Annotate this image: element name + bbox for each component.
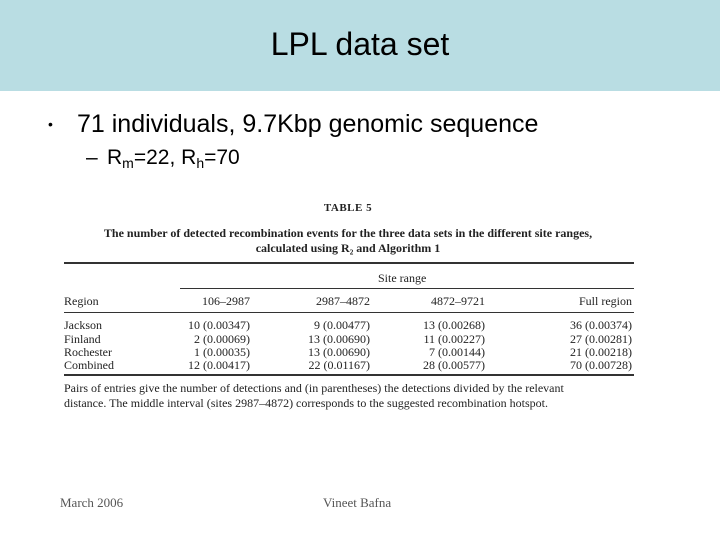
table-row-label: Combined bbox=[64, 358, 114, 372]
table-header-cell: Full region bbox=[579, 294, 632, 308]
table-row-label: Rochester bbox=[64, 345, 112, 359]
sub-bullet-text bbox=[107, 146, 240, 171]
table-cell: 28 (0.00577) bbox=[423, 358, 485, 372]
rh-symbol: R bbox=[181, 146, 197, 169]
table-cell: 9 (0.00477) bbox=[314, 318, 370, 332]
table-bottom-rule bbox=[64, 374, 634, 376]
table-cell: 2 (0.00069) bbox=[194, 332, 250, 346]
table-cell: 12 (0.00417) bbox=[188, 358, 250, 372]
table-top-rule bbox=[64, 262, 634, 264]
footer-author: Vineet Bafna bbox=[323, 495, 392, 510]
bullet-icon: • bbox=[48, 116, 53, 132]
slide-title: LPL data set bbox=[270, 26, 450, 62]
rm-symbol: R bbox=[107, 146, 123, 169]
table-label: TABLE 5 bbox=[323, 202, 373, 214]
rm-subscript: m bbox=[122, 155, 134, 171]
table-caption-line-1: The number of detected recombination events for the three data sets in the different site ranges, bbox=[103, 226, 593, 240]
table-header-cell: 2987–4872 bbox=[316, 294, 370, 308]
bullet-text: 71 individuals, 9.7Kbp genomic sequence bbox=[77, 110, 539, 138]
table-cell: 10 (0.00347) bbox=[188, 318, 250, 332]
table-cell: 13 (0.00690) bbox=[308, 345, 370, 359]
site-range-header: Site range bbox=[378, 271, 427, 285]
table-row-label: Finland bbox=[64, 332, 101, 346]
table-cell: 22 (0.01167) bbox=[308, 358, 370, 372]
sub-bullet-dash: – bbox=[86, 146, 98, 169]
table-cell: 21 (0.00218) bbox=[570, 345, 632, 359]
table-cell: 70 (0.00728) bbox=[570, 358, 632, 372]
recombination-table-image bbox=[60, 202, 636, 412]
table-cell: 7 (0.00144) bbox=[429, 345, 485, 359]
table-note-line-1: Pairs of entries give the number of detections and (in parentheses) the detections divided by the relevant bbox=[64, 381, 564, 395]
rh-subscript: h bbox=[196, 155, 205, 171]
table-header-cell: 106–2987 bbox=[202, 294, 250, 308]
table-row-label: Jackson bbox=[64, 318, 102, 332]
footer-date: March 2006 bbox=[60, 495, 124, 510]
site-range-rule bbox=[180, 288, 634, 289]
table-header-cell: 4872–9721 bbox=[431, 294, 485, 308]
table-cell: 27 (0.00281) bbox=[570, 332, 632, 346]
table-note bbox=[64, 381, 634, 411]
table-cell: 1 (0.00035) bbox=[194, 345, 250, 359]
table-caption-line-2: calculated using R₂ and Algorithm 1 bbox=[255, 241, 441, 255]
table-cell: 11 (0.00227) bbox=[423, 332, 485, 346]
table-cell: 13 (0.00268) bbox=[423, 318, 485, 332]
rm-value: =22, bbox=[133, 146, 182, 169]
table-cell: 13 (0.00690) bbox=[308, 332, 370, 346]
table-caption bbox=[60, 226, 636, 256]
rh-value: =70 bbox=[204, 146, 240, 169]
table-header-cell: Region bbox=[64, 294, 99, 308]
table-cell: 36 (0.00374) bbox=[570, 318, 632, 332]
table-note-line-2: distance. The middle interval (sites 2987–4872) corresponds to the suggested recombination hotspot. bbox=[64, 396, 549, 410]
header-rule bbox=[64, 312, 634, 313]
